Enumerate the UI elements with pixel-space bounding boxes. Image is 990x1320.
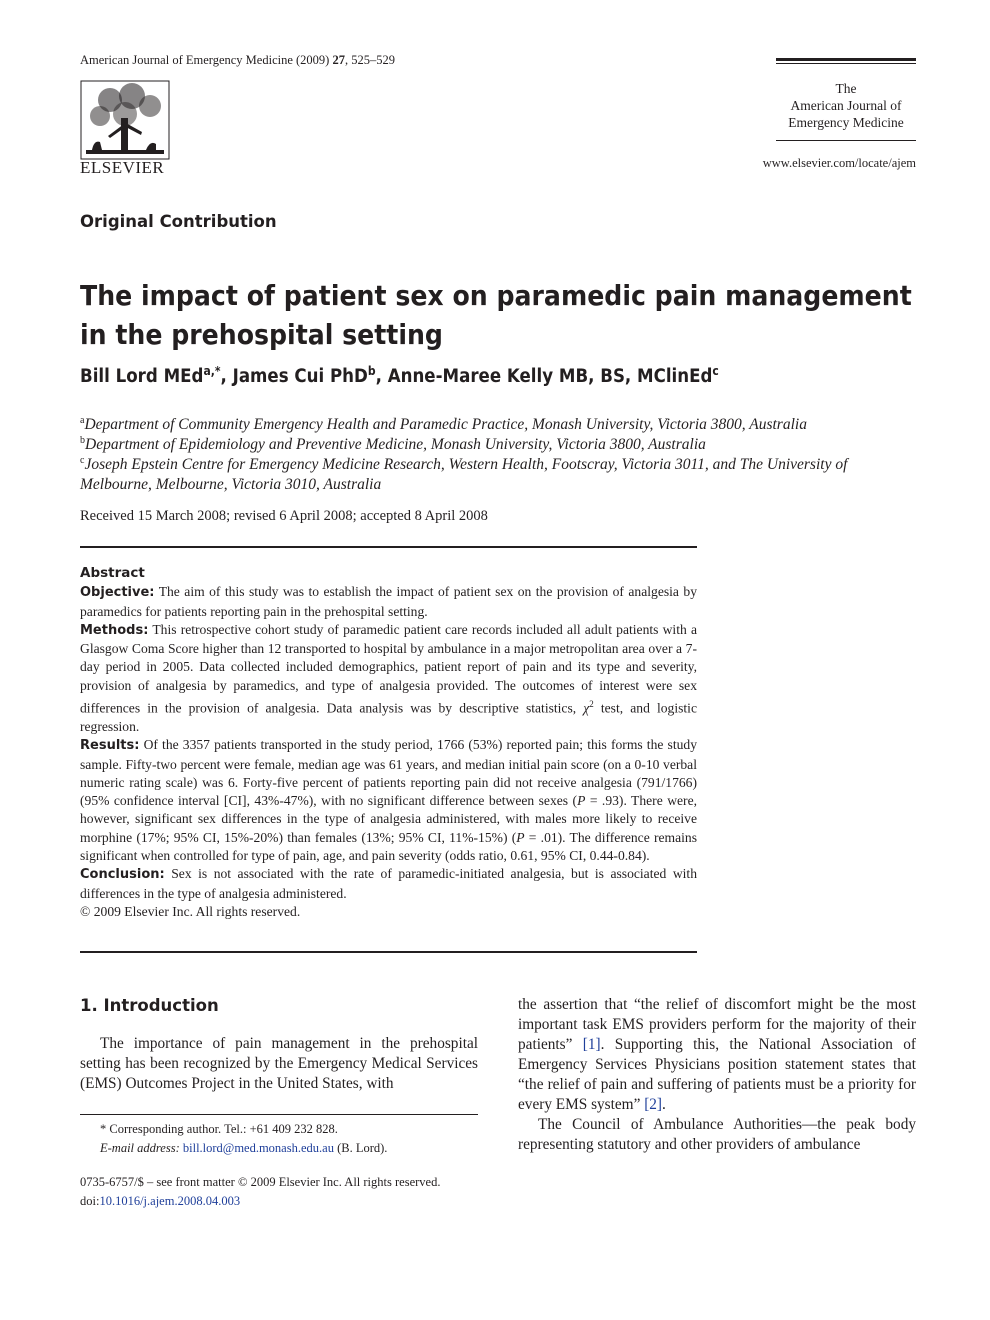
abstract-top-rule [80, 546, 697, 548]
abstract-methods: Methods: This retrospective cohort study of paramedic patient care records included all adult patients with a Glasgow Coma Score higher than 12 transported to hospital by ambulance in a major metropolitan area over a 7-day period in 2005. Data collected included demographics, patient report of pain and its type and severity, provision of analgesia by paramedics, and type of analgesia provided. The outcomes of interest were sex differences in the provision of analgesia. Data analysis was by descriptive statistics, $\chi^2$ test, and logistic regression. [80, 621, 697, 734]
author-name: Bill Lord MEd [80, 366, 204, 388]
abstract-objective: Objective: The aim of this study was to establish the impact of patient sex on the provision of analgesia by paramedics for patients reporting pain in the prehospital setting. [80, 584, 697, 619]
elsevier-logo [80, 80, 170, 178]
elsevier-tree-icon [80, 80, 170, 160]
front-matter-info [80, 1173, 500, 1211]
corresponding-author-note: * Corresponding author. Tel.: +61 409 232 828. [100, 1122, 338, 1136]
masthead-rule-thick [776, 58, 916, 61]
doi-link[interactable]: 10.1016/j.ajem.2008.04.003 [99, 1194, 241, 1208]
article-title: The impact of patient sex on paramedic pain management in the prehospital setting [80, 279, 912, 351]
body-paragraph: the assertion that “the relief of discomfort might be the most important task EMS providers perform for the majority of their patients” [1]. Supporting this, the National Association of Emergency Services Physicians position statement states that “the relief of pain and suffering of patients must be a priority for every EMS system” [2]. [518, 996, 916, 1113]
abstract-copyright: © 2009 Elsevier Inc. All rights reserved. [80, 903, 301, 919]
elsevier-wordmark: ELSEVIER [80, 158, 165, 177]
body-left-column [80, 996, 478, 1094]
email-link[interactable]: bill.lord@med.monash.edu.au [182, 1141, 334, 1155]
author-affiliation-marker[interactable]: c [712, 364, 719, 378]
affiliation: $^c$Joseph Epstein Centre for Emergency Medicine Research, Western Health, Footscray, Victoria 3011, and The University of Melbourne, Melbourne, Victoria 3010, Australia [80, 455, 848, 494]
abstract-bottom-rule [80, 951, 697, 953]
issn-line: 0735-6757/$ – see front matter © 2009 Elsevier Inc. All rights reserved. [80, 1175, 441, 1189]
journal-url[interactable]: www.elsevier.com/locate/ajem [762, 156, 916, 170]
footnote-rule [80, 1114, 478, 1115]
author-affiliation-marker[interactable]: a,* [203, 364, 221, 378]
abstract-conclusion: Conclusion: Sex is not associated with the rate of paramedic-initiated analgesia, but is associated with differences in the type of analgesia administered. [80, 866, 697, 901]
masthead-rule-thin [776, 63, 916, 64]
body-paragraph: The importance of pain management in the prehospital setting has been recognized by the Emergency Medical Services (EMS) Outcomes Project in the United States, with [80, 1035, 478, 1092]
author-name: Anne-Maree Kelly MB, BS, MClinEd [387, 366, 713, 388]
author-affiliation-marker[interactable]: b [367, 364, 376, 378]
abstract [80, 564, 697, 921]
journal-masthead: The American Journal of Emergency Medicine [788, 81, 904, 130]
masthead-rule-bottom [776, 140, 916, 141]
author-name: James Cui PhD [232, 366, 368, 388]
reference-link[interactable]: [1] [582, 1036, 601, 1053]
body-paragraph: The Council of Ambulance Authorities—the peak body representing statutory and other providers of ambulance [518, 1116, 916, 1153]
section-label: Original Contribution [80, 212, 277, 231]
author-list: Bill Lord MEd$^{a,*}$, James Cui PhD$^b$, Anne-Maree Kelly MB, BS, MClinEd$^c$ [80, 364, 719, 388]
abstract-heading: Abstract [80, 565, 145, 581]
introduction-heading: 1. Introduction [80, 996, 219, 1015]
footnotes [100, 1120, 480, 1158]
doi-line: doi:10.1016/j.ajem.2008.04.003 [80, 1194, 241, 1208]
received-dates: Received 15 March 2008; revised 6 April 2008; accepted 8 April 2008 [80, 508, 488, 524]
body-right-column [518, 995, 916, 1155]
email-note: E-mail address: bill.lord@med.monash.edu.au (B. Lord). [100, 1141, 388, 1155]
affiliation: $^a$Department of Community Emergency Health and Paramedic Practice, Monash University, Victoria 3800, Australia [80, 415, 807, 434]
reference-link[interactable]: [2] [644, 1096, 663, 1113]
journal-citation: American Journal of Emergency Medicine (2009) 27, 525–529 [80, 53, 395, 67]
abstract-results: Results: Of the 3357 patients transported in the study period, 1766 (53%) reported pain; this forms the study sample. Fifty-two percent were female, median age was 61 years, and median initial pain score (on a 0-10 verbal numeric rating scale) was 6. Forty-five percent of patients reporting pain did not receive analgesia (791/1766) (95% confidence interval [CI], 43%-47%), with no significant difference between sexes (P = .93). There were, however, significant sex differences in the type of analgesia administered, with males more likely to receive morphine (17%; 95% CI, 15%-20%) than females (13%; 95% CI, 11%-15%) (P = .01). The difference remains significant when controlled for type of pain, age, and pain severity (odds ratio, 0.61, 95% CI, 0.44-0.84). [80, 737, 697, 863]
affiliation: $^b$Department of Epidemiology and Preventive Medicine, Monash University, Victoria 3800, Australia [80, 435, 706, 454]
